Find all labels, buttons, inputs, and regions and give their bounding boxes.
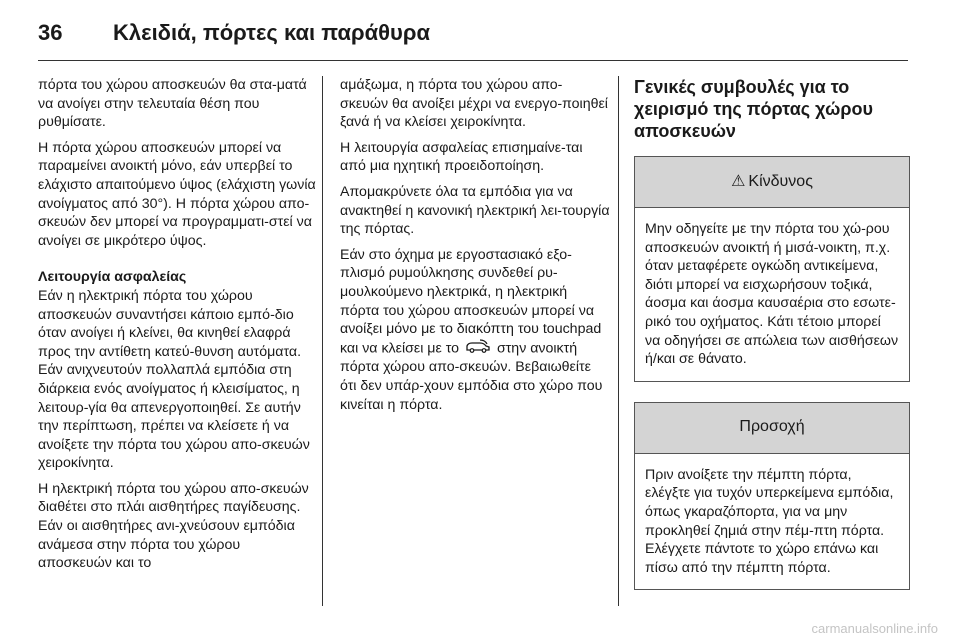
column-left: [38, 76, 316, 580]
column-divider: [322, 76, 323, 606]
subheading-safety-function: Λειτουργία ασφαλείας: [38, 269, 187, 286]
paragraph: [340, 246, 610, 414]
caution-box-header: [635, 403, 909, 454]
danger-box-text: Μην οδηγείτε με την πόρτα του χώ-ρου αποσκευών ανοικτή ή μισά-νοικτη, π.χ. όταν μεταφέρετε ογκώδη αντικείμενα, διότι μπορεί να εισχωρήσουν τοξικά, άοσμα και άοσμα καυσαέρια στο εσωτε-ρικό του οχήματος. Κάτι τέτοιο μπορεί να οδηγήσει σε απώλεια των αισθήσεων ή/και σε θάνατο.: [645, 221, 899, 368]
paragraph-text: στην ανοικτή πόρτα χώρου απο-σκευών. Βεβαιωθείτε ότι δεν υπάρ-χουν εμπόδια στο χώρο που κινείται η πόρτα.: [340, 340, 603, 413]
paragraph: πόρτα του χώρου αποσκευών θα στα-ματά να ανοίγει στην τελευταία θέση που ρυθμίσατε.: [38, 77, 307, 131]
car-trunk-close-icon: [465, 339, 491, 359]
warning-triangle-icon: ⚠: [731, 172, 746, 190]
column-right: [634, 76, 910, 610]
caution-box-title: Προσοχή: [739, 418, 805, 436]
paragraph: Η ηλεκτρική πόρτα του χώρου απο-σκευών διαθέτει στο πλάι αισθητήρες παγίδευσης. Εάν οι αισθητήρες ανι-χνεύσουν εμπόδια ανάμεσα στην πόρτα του χώρου αποσκευών και το: [38, 480, 309, 572]
caution-box: [634, 402, 910, 591]
watermark: carmanualsonline.info: [811, 621, 938, 636]
column-middle: [340, 76, 610, 421]
section-heading: Γενικές συμβουλές για το χειρισμό της πόρτας χώρου αποσκευών: [634, 77, 873, 141]
danger-box-title: Κίνδυνος: [748, 172, 813, 190]
danger-box: [634, 156, 910, 382]
column-divider: [618, 76, 619, 606]
page-number: 36: [38, 20, 63, 45]
danger-box-header: [635, 157, 909, 208]
caution-box-text: Πριν ανοίξετε την πέμπτη πόρτα, ελέγξτε για τυχόν υπερκείμενα εμπόδια, όπως γκαραζόπορτα, για να μην προκληθεί ζημιά στην πέμ-πτη πόρτα. Ελέγχετε πάντοτε το χώρο επάνω και πίσω από την πέμπτη πόρτα.: [645, 466, 894, 576]
paragraph: Η λειτουργία ασφαλείας επισημαίνε-ται από μια ηχητική προειδοποίηση.: [340, 139, 583, 175]
header-rule: [38, 60, 908, 61]
page-header: [0, 0, 960, 60]
paragraph-text: Εάν στο όχημα με εργοστασιακό εξο-πλισμό ρυμούλκησης συνδεθεί ρυ-μουλκούμενο ηλεκτρικά, η ηλεκτρική πόρτα του χώρου αποσκευών μπορεί να ανοίξει μόνο με το διακόπτη του touchpad και να κλείσει με το: [340, 246, 602, 357]
page-title: Κλειδιά, πόρτες και παράθυρα: [113, 20, 430, 45]
paragraph: Η πόρτα χώρου αποσκευών μπορεί να παραμείνει ανοικτή μόνο, εάν υπερβεί το ελάχιστο απαιτούμενο ύψος (ελάχιστη γωνία ανοίγματος από 30°). Η πόρτα χώρου απο-σκευών δεν μπορεί να προγραμματι-στεί να ανοίγει σε μικρότερο ύψος.: [38, 139, 316, 249]
paragraph: αμάξωμα, η πόρτα του χώρου απο-σκευών θα ανοίξει μέχρι να ενεργο-ποιηθεί ξανά ή να κλείσει χειροκίνητα.: [340, 77, 608, 131]
paragraph: Εάν η ηλεκτρική πόρτα του χώρου αποσκευών συναντήσει κάποιο εμπό-διο όταν ανοίγει ή κλείνει, θα κινηθεί ελαφρά προς την αντίθετη κατεύ-θυνση αυτόματα. Εάν ανιχνευτούν πολλαπλά εμπόδια στη διάρκεια ενός ανοίγματος ή κλεισίματος, η λειτουρ-γία θα απενεργοποιηθεί. Σε αυτήν την περίπτωση, πρέπει να κλείσετε ή να ανοίξετε την πόρτα του χώρου απο-σκευών χειροκίνητα.: [38, 287, 310, 472]
paragraph: Απομακρύνετε όλα τα εμπόδια για να ανακτηθεί η κανονική ηλεκτρική λει-τουργία της πόρτας.: [340, 183, 610, 238]
